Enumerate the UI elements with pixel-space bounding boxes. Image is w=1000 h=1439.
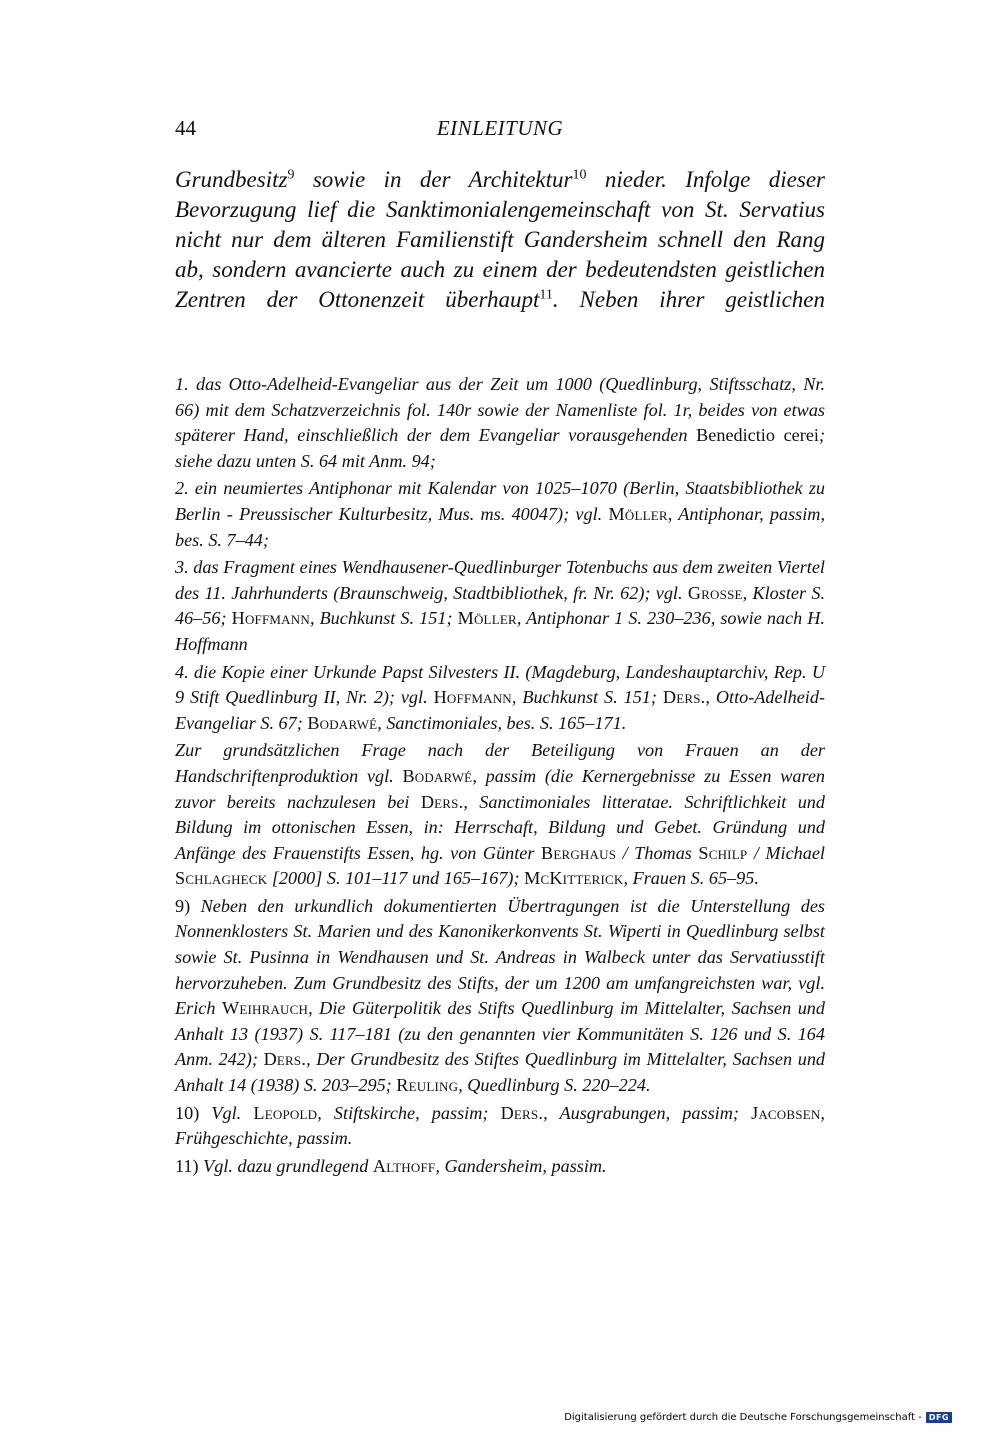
footnote: [175, 1154, 825, 1180]
footnote-text: 1. das Otto-Adelheid-Evangeliar aus der Zeit um 1000 (Quedlinburg, Stiftsschatz, Nr. 66) mit dem Schatzverzeichnis fol. 140r sowie der Namenliste fol. 1r, beides von etwas späterer Hand, einschließlich der dem Evangeliar vorausgehenden: [175, 374, 825, 446]
footnote-text: , Kloster S. 46–56;: [175, 582, 825, 629]
author-name: Jacobsen: [751, 1102, 821, 1123]
dfg-logo: DFG: [926, 1412, 952, 1423]
footnote-text: Neben den urkundlich dokumentierten Übertragungen ist die Unterstellung des Nonnenklosters St. Marien und des Kanonikerkonvents St. Wiperti in Quedlinburg selbst sowie St. Pusinna in Wendhausen und St. Andreas in Walbeck unter das Servatiusstift hervorzuheben. Zum Grundbesitz des Stifts, der um 1200 am umfangreichsten war, vgl. Erich: [175, 895, 825, 1019]
footnote-ref: 10: [572, 167, 587, 183]
footnote-text: , Der Grundbesitz des Stiftes Quedlinburg im Mittelalter, Sachsen und Anhalt 14 (1938) S. 203–295;: [175, 1049, 826, 1096]
footnote-text: Vgl.: [199, 1102, 254, 1123]
footnote: [175, 738, 825, 892]
body-line: [175, 165, 825, 195]
footnotes: [175, 372, 825, 1181]
author-name: Ders.: [500, 1102, 544, 1123]
footnote-text: Zur grundsätzlichen Frage nach der Beteiligung von Frauen an der Handschriftenproduktion vgl.: [175, 740, 825, 786]
footnote-text: [2000] S. 101–117 und 165–167);: [267, 868, 525, 889]
body-line: ab, sondern avancierte auch zu einem der bedeutendsten geistlichen: [175, 257, 825, 282]
author-name: Ders.: [263, 1049, 307, 1070]
footnote-number: 10): [175, 1102, 200, 1123]
footnote-text: 2. ein neumiertes Antiphonar mit Kalendar von 1025–1070 (Berlin, Staatsbibliothek zu Berlin - Preussischer Kulturbesitz, Mus. ms. 40047); vgl.: [175, 478, 825, 524]
footnote-text: , Gandersheim, passim.: [435, 1155, 607, 1176]
footnote-ref: 9: [287, 167, 295, 183]
author-name: Bodarwé: [307, 712, 378, 733]
footnote: [175, 555, 825, 657]
footnote-text: / Thomas: [616, 842, 699, 863]
author-name: McKitterick: [524, 868, 624, 889]
footnote-text: , Sanctimoniales, bes. S. 165–171.: [377, 712, 627, 733]
footnote-text: , Buchkunst S. 151;: [309, 608, 458, 629]
footnote-text: , Sanctimoniales litteratae. Schriftlichkeit und Bildung im ottonischen Essen, in: Herrschaft, Bildung und Gebet. Gründung und Anfänge des Frauenstifts Essen, hg. von Günter: [175, 791, 825, 863]
footnote-text: , Quedlinburg S. 220–224.: [458, 1075, 651, 1096]
footnote-text: , Frühgeschichte, passim.: [175, 1102, 825, 1149]
footnote-number: 11): [175, 1155, 199, 1176]
author-name: Berghaus: [541, 842, 617, 863]
footnote-text: , Ausgrabungen, passim;: [543, 1102, 752, 1123]
author-name: Schlagheck: [175, 868, 268, 889]
footnote-text: 4. die Kopie einer Urkunde Papst Silvesters II. (Magdeburg, Landeshauptarchiv, Rep. U 9 Stift Quedlinburg II, Nr. 2); vgl.: [175, 661, 825, 708]
body-text-span: . Neben ihrer geistlichen: [552, 287, 825, 312]
author-name: Möller: [608, 503, 668, 524]
author-name: Leopold: [253, 1102, 318, 1123]
footnote: [175, 1101, 825, 1152]
body-text-span: Grundbesitz: [175, 167, 288, 192]
author-name: Möller: [457, 608, 517, 629]
body-text-span: nieder. Infolge dieser: [586, 167, 825, 192]
footnote-text: , Antiphonar, passim, bes. S. 7–44;: [175, 503, 825, 550]
body-text-span: sowie in der Architektur: [294, 167, 573, 192]
author-name: Althoff: [372, 1155, 436, 1176]
author-name: Reuling: [396, 1075, 459, 1096]
author-name: Schilp: [698, 842, 748, 863]
footnote-text: , Antiphonar 1 S. 230–236, sowie nach H. Hoffmann: [175, 608, 825, 654]
footnote-number: 9): [175, 895, 191, 916]
author-name: Weihrauch: [221, 998, 309, 1019]
author-name: Hoffmann: [433, 687, 512, 708]
footnote-text: / Michael: [747, 842, 825, 863]
footnote-text: , passim (die Kernergebnisse zu Essen waren zuvor bereits nachzulesen bei: [175, 765, 825, 812]
author-name: Bodarwé: [402, 765, 473, 786]
body-text: [175, 165, 825, 315]
page-number: 44: [175, 116, 196, 140]
footnote-text: , Frauen S. 65–95.: [623, 868, 759, 889]
footnote-text: ; siehe dazu unten S. 64 mit Anm. 94;: [175, 425, 826, 471]
body-line: [175, 285, 825, 315]
running-title: EINLEITUNG: [436, 116, 564, 140]
author-name: Hoffmann: [231, 608, 310, 629]
footnote-text: , Otto-Adelheid-Evangeliar S. 67;: [175, 687, 825, 733]
author-name: Ders.: [662, 687, 706, 708]
footer-credit: [564, 1412, 952, 1423]
body-text-span: Zentren der Ottonenzeit überhaupt: [175, 287, 540, 312]
footnote-ref: 11: [539, 287, 553, 303]
footnote: [175, 476, 825, 553]
footnote: [175, 894, 825, 1099]
body-line: nicht nur dem älteren Familienstift Gandersheim schnell den Rang: [175, 227, 825, 252]
body-line: Bevorzugung lief die Sanktimonialengemeinschaft von St. Servatius: [175, 197, 825, 222]
footnote-text: , Buchkunst S. 151;: [511, 687, 663, 708]
footnote-text: , Stiftskirche, passim;: [317, 1102, 501, 1123]
author-name: Ders.: [420, 791, 464, 812]
footnote-text: Vgl. dazu grundlegend: [198, 1155, 373, 1176]
footer-text: Digitalisierung gefördert durch die Deutsche Forschungsgemeinschaft -: [564, 1412, 922, 1423]
page-header: [175, 116, 825, 146]
footnote-text: 3. das Fragment eines Wendhausener-Quedlinburger Totenbuchs aus dem zweiten Viertel des 11. Jahrhunderts (Braunschweig, Stadtbibliothek, fr. Nr. 62); vgl.: [175, 557, 825, 603]
footnote-text: Benedictio cerei: [696, 425, 819, 446]
footnote: [175, 372, 825, 474]
author-name: Grosse: [687, 582, 743, 603]
footnote: [175, 660, 825, 737]
footnote-text: , Die Güterpolitik des Stifts Quedlinburg im Mittelalter, Sachsen und Anhalt 13 (1937) S. 117–181 (zu den genannten vier Kommunitäten S. 126 und S. 164 Anm. 242);: [175, 998, 825, 1070]
